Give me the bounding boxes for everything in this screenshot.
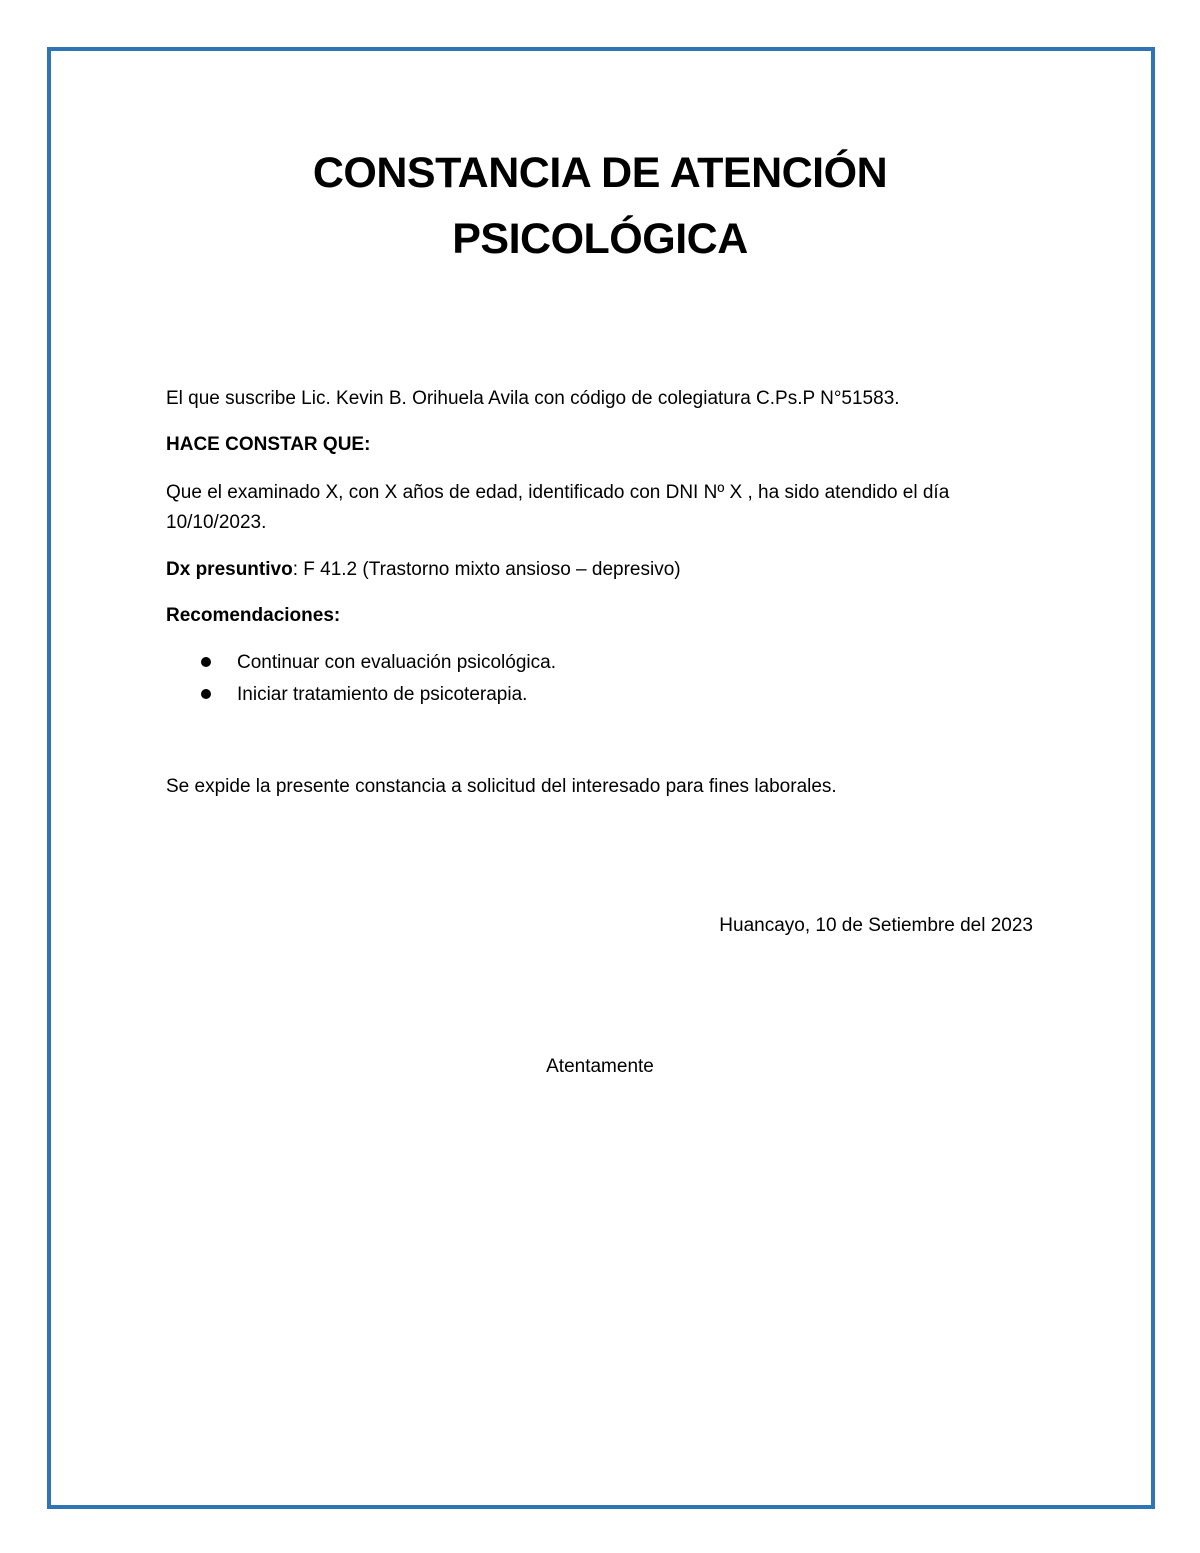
title-line-1: CONSTANCIA DE ATENCIÓN [312, 149, 888, 197]
list-item [166, 647, 1036, 679]
bullet-icon [201, 657, 211, 667]
diagnosis-paragraph [166, 555, 1036, 585]
recommendation-text: Iniciar tratamiento de psicoterapia. [237, 684, 528, 705]
bullet-icon [201, 689, 211, 699]
hace-constar-heading: HACE CONSTAR QUE: [166, 434, 371, 455]
closing-text: Atentamente [546, 1056, 654, 1077]
place-date: Huancayo, 10 de Setiembre del 2023 [719, 915, 1033, 936]
list-item [166, 679, 1036, 711]
intro-paragraph: El que suscribe Lic. Kevin B. Orihuela Avila con código de colegiatura C.Ps.P N°51583. [166, 388, 900, 409]
document-title [0, 140, 1200, 272]
diagnosis-label: Dx presuntivo [166, 559, 293, 580]
statement-paragraph: Que el examinado X, con X años de edad, identificado con DNI Nº X , ha sido atendido el día 10/10/2023. [166, 482, 950, 533]
recommendation-text: Continuar con evaluación psicológica. [237, 652, 556, 673]
recommendations-heading: Recomendaciones: [166, 605, 341, 626]
purpose-paragraph: Se expide la presente constancia a solicitud del interesado para fines laborales. [166, 776, 837, 797]
title-line-2: PSICOLÓGICA [452, 215, 748, 263]
recommendations-list [166, 647, 1036, 711]
diagnosis-value: : F 41.2 (Trastorno mixto ansioso – depresivo) [292, 559, 681, 580]
